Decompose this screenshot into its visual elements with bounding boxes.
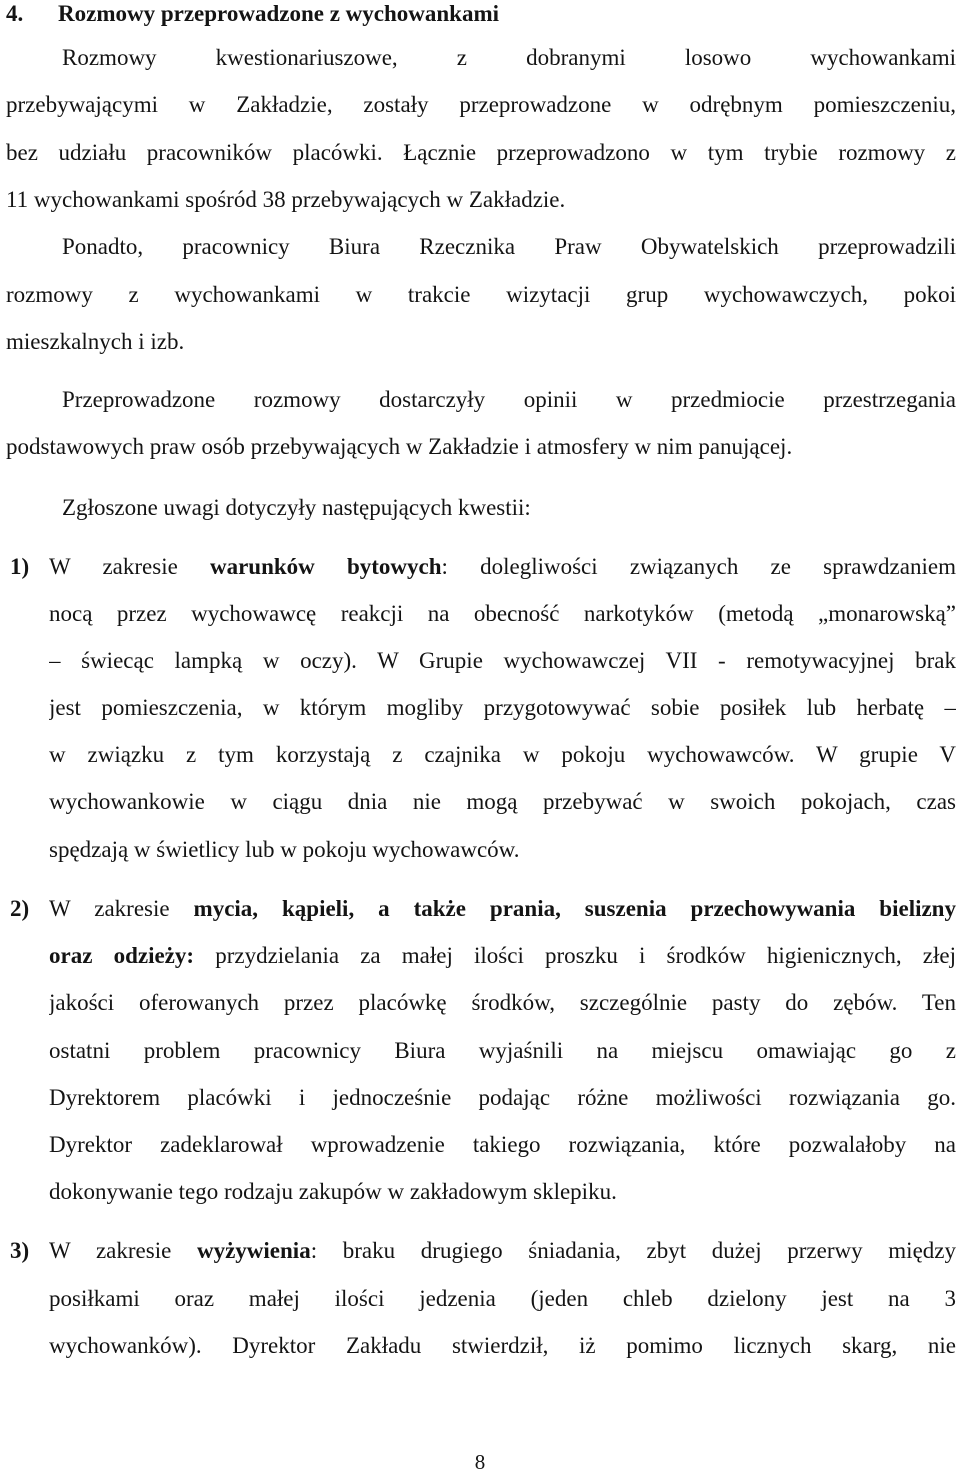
list-item-line: posiłkami oraz małej ilości jedzenia (jeden chleb dzielony jest na 3 — [49, 1286, 956, 1311]
text-run: : dolegliwości związanych ze sprawdzaniem — [441, 554, 956, 579]
list-item-line: wychowanków). Dyrektor Zakładu stwierdził, iż pomimo licznych skarg, nie — [49, 1333, 956, 1358]
list-item-line: jest pomieszczenia, w którym mogliby przygotowywać sobie posiłek lub herbatę – — [49, 695, 956, 720]
paragraph-line: Zgłoszone uwagi dotyczyły następujących kwestii: — [62, 495, 531, 520]
text-run: : braku drugiego śniadania, zbyt dużej przerwy między — [310, 1238, 956, 1263]
list-marker: 2) — [10, 896, 30, 921]
list-item-line — [49, 942, 956, 970]
paragraph-line: Rozmowy kwestionariuszowe, z dobranymi losowo wychowankami — [62, 45, 956, 70]
list-item-line: ostatni problem pracownicy Biura wyjaśnili na miejscu omawiając go z — [49, 1038, 956, 1063]
list-item-line: dokonywanie tego rodzaju zakupów w zakładowym sklepiku. — [49, 1179, 617, 1204]
bold-text-run: wyżywienia — [196, 1238, 311, 1263]
paragraph-line: przebywającymi w Zakładzie, zostały przeprowadzone w odrębnym pomieszczeniu, — [6, 92, 956, 117]
list-item-line: jakości oferowanych przez placówkę środków, szczególnie pasty do zębów. Ten — [49, 990, 956, 1015]
paragraph-line: rozmowy z wychowankami w trakcie wizytacji grup wychowawczych, pokoi — [6, 282, 956, 307]
list-item-line: Dyrektor zadeklarował wprowadzenie takiego rozwiązania, które pozwalałoby na — [49, 1132, 956, 1157]
section-heading — [6, 0, 956, 28]
bold-text-run: warunków bytowych — [209, 554, 442, 579]
text-run: przydzielania za małej ilości proszku i środków higienicznych, złej — [194, 943, 956, 968]
list-item-line: spędzają w świetlicy lub w pokoju wychowawców. — [49, 837, 520, 862]
list-marker: 3) — [10, 1238, 30, 1263]
bold-text-run: oraz odzieży: — [49, 943, 195, 968]
list-item-line: Dyrektorem placówki i jednocześnie podając różne możliwości rozwiązania go. — [49, 1085, 956, 1110]
paragraph-line: mieszkalnych i izb. — [6, 329, 185, 354]
list-marker: 1) — [10, 554, 30, 579]
text-run: W zakresie — [49, 554, 210, 579]
list-item-line: – świecąc lampką w oczy). W Grupie wychowawczej VII - remotywacyjnej brak — [49, 648, 956, 673]
list-item-line — [49, 895, 956, 923]
section-title: Rozmowy przeprowadzone z wychowankami — [58, 1, 500, 26]
section-number: 4. — [6, 1, 24, 26]
bold-text-run: mycia, kąpieli, a także prania, suszenia przechowywania bielizny — [193, 896, 956, 921]
paragraph-line: podstawowych praw osób przebywających w Zakładzie i atmosfery w nim panującej. — [6, 434, 793, 459]
list-item-line: nocą przez wychowawcę reakcji na obecność narkotyków (metodą „monarowską” — [49, 601, 956, 626]
list-item-line — [49, 1237, 956, 1265]
list-item-line — [49, 553, 956, 581]
text-run: W zakresie — [49, 1238, 197, 1263]
paragraph-line: Przeprowadzone rozmowy dostarczyły opinii w przedmiocie przestrzegania — [62, 387, 956, 412]
list-item-line: w związku z tym korzystają z czajnika w pokoju wychowawców. W grupie V — [49, 742, 956, 767]
page-number: 8 — [474, 1450, 486, 1474]
text-run: W zakresie — [49, 896, 194, 921]
list-item-line: wychowankowie w ciągu dnia nie mogą przebywać w swoich pokojach, czas — [49, 789, 956, 814]
paragraph-line: Ponadto, pracownicy Biura Rzecznika Praw Obywatelskich przeprowadzili — [62, 234, 956, 259]
paragraph-line: bez udziału pracowników placówki. Łącznie przeprowadzono w tym trybie rozmowy z — [6, 140, 956, 165]
paragraph-line: 11 wychowankami spośród 38 przebywających w Zakładzie. — [6, 187, 566, 212]
